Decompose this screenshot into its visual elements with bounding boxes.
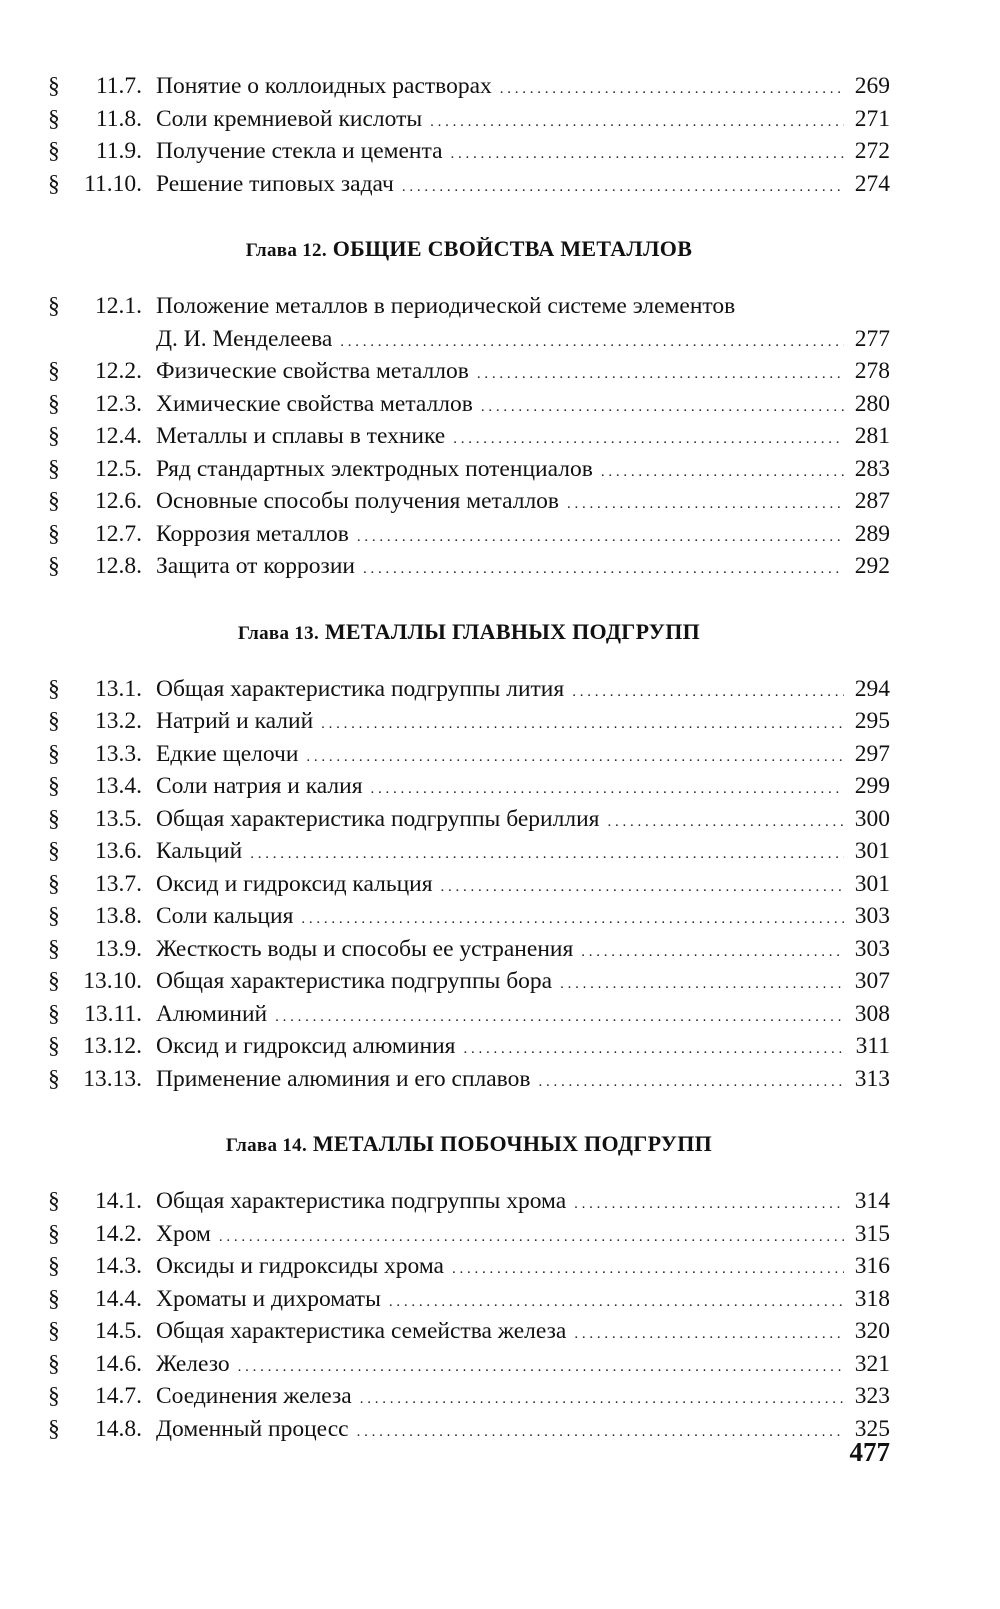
section-page: 313 [854, 1065, 890, 1092]
section-page: 300 [854, 805, 890, 832]
dot-leader [275, 998, 844, 1034]
toc-entry[interactable] [48, 900, 890, 933]
section-number: 12.4. [95, 423, 142, 449]
section-sign: § [48, 390, 60, 417]
dot-leader [451, 135, 845, 171]
toc-entry[interactable] [48, 453, 890, 486]
section-sign: § [48, 358, 60, 384]
section-sign: § [48, 675, 60, 702]
section-page: 323 [854, 1383, 890, 1409]
dot-leader [321, 705, 844, 741]
dot-leader [357, 1413, 844, 1449]
section-number: 14.3. [95, 1253, 142, 1279]
toc-entry[interactable] [48, 705, 890, 738]
section-number: 14.6. [95, 1350, 142, 1377]
toc-entry[interactable] [48, 1030, 890, 1063]
toc-entry-continuation[interactable] [48, 323, 890, 356]
section-title: Общая характеристика подгруппы бора [156, 968, 553, 994]
section-number: 14.8. [95, 1415, 142, 1442]
section-sign: § [48, 1415, 60, 1442]
section-sign: § [48, 138, 60, 164]
section-page: 321 [854, 1350, 890, 1377]
toc-entry[interactable] [48, 103, 890, 136]
chapter-title: МЕТАЛЛЫ ПОБОЧНЫХ ПОДГРУПП [312, 1131, 713, 1156]
section-sign: § [48, 423, 60, 449]
toc-entry[interactable] [48, 933, 890, 966]
section-page: 287 [854, 488, 890, 514]
section-sign: § [48, 838, 60, 864]
section-title: Соли кальция [156, 903, 294, 929]
section-number: 14.5. [95, 1318, 142, 1344]
section-number: 11.10. [84, 170, 142, 197]
section-number: 13.6. [95, 838, 142, 864]
section-page: 292 [854, 553, 890, 579]
section-title: Получение стекла и цемента [156, 138, 443, 164]
section-number: 14.1. [95, 1188, 142, 1214]
chapter-heading [48, 230, 890, 268]
section-number: 12.7. [95, 520, 142, 547]
toc-entry[interactable] [48, 168, 890, 201]
page-number: 477 [849, 1437, 890, 1467]
section-sign: § [48, 293, 60, 319]
section-title: Оксиды и гидроксиды хрома [156, 1253, 444, 1279]
toc-entry[interactable] [48, 290, 890, 323]
toc-entry[interactable] [48, 355, 890, 388]
section-number: 13.7. [95, 870, 142, 897]
section-title: Коррозия металлов [156, 520, 349, 547]
section-title: Соединения железа [156, 1383, 352, 1409]
toc-entry[interactable] [48, 485, 890, 518]
section-sign: § [48, 968, 60, 994]
dot-leader [574, 1185, 844, 1221]
chapter-title: МЕТАЛЛЫ ГЛАВНЫХ ПОДГРУПП [324, 618, 701, 644]
section-number: 13.10. [83, 968, 142, 994]
dot-leader [452, 1250, 844, 1286]
section-page: 307 [854, 968, 890, 994]
section-title: Натрий и калий [156, 708, 314, 734]
dot-leader [463, 1030, 844, 1066]
section-sign: § [48, 1065, 60, 1092]
section-title: Общая характеристика подгруппы хрома [156, 1188, 567, 1214]
section-sign: § [48, 1253, 60, 1279]
section-number: 13.4. [95, 773, 142, 799]
section-sign: § [48, 1000, 60, 1027]
section-page: 299 [854, 773, 890, 799]
section-title: Оксид и гидроксид кальция [156, 870, 433, 897]
section-title: Защита от коррозии [156, 553, 355, 579]
dot-leader [481, 388, 844, 424]
section-number: 11.9. [95, 138, 142, 164]
section-page: 318 [854, 1285, 890, 1312]
section-number: 14.2. [95, 1220, 142, 1247]
toc-entry[interactable] [48, 550, 890, 583]
toc-entry[interactable] [48, 835, 890, 868]
section-page: 320 [854, 1318, 890, 1344]
section-title: Кальций [156, 838, 243, 864]
section-sign: § [48, 708, 60, 734]
dot-leader [538, 1063, 844, 1099]
toc-entry[interactable] [48, 135, 890, 168]
toc-entry[interactable] [48, 388, 890, 421]
dot-leader [357, 518, 844, 554]
dot-leader [360, 1380, 844, 1416]
chapter-heading [48, 613, 890, 651]
section-title: Соли кремниевой кислоты [156, 105, 423, 132]
toc-entry[interactable] [48, 965, 890, 998]
toc-entry[interactable] [48, 868, 890, 901]
section-page: 278 [854, 358, 890, 384]
section-sign: § [48, 773, 60, 799]
section-sign: § [48, 1188, 60, 1214]
section-number: 13.11. [84, 1000, 142, 1027]
section-title: Металлы и сплавы в технике [156, 423, 446, 449]
section-title: Физические свойства металлов [156, 358, 469, 384]
dot-leader [560, 965, 844, 1001]
section-number: 12.6. [95, 488, 142, 514]
dot-leader [371, 770, 844, 806]
section-page: 277 [854, 325, 890, 352]
toc-entry[interactable] [48, 1348, 890, 1381]
toc-entry[interactable] [48, 1315, 890, 1348]
section-sign: § [48, 1383, 60, 1409]
section-title: Соли натрия и калия [156, 773, 363, 799]
toc-entry[interactable] [48, 673, 890, 706]
section-title: Хром [156, 1220, 211, 1247]
section-page: 295 [854, 708, 890, 734]
section-page: 315 [854, 1220, 890, 1247]
section-title: Жесткость воды и способы ее устранения [156, 935, 574, 962]
section-title-continuation: Д. И. Менделеева [156, 325, 333, 352]
section-number: 13.9. [95, 935, 142, 962]
section-title: Понятие о коллоидных растворах [156, 73, 492, 99]
section-page: 325 [854, 1415, 890, 1442]
dot-leader [574, 1315, 844, 1351]
section-number: 13.3. [95, 740, 142, 767]
section-sign: § [48, 1350, 60, 1377]
toc-entry[interactable] [48, 770, 890, 803]
dot-leader [389, 1283, 844, 1319]
section-number: 12.2. [95, 358, 142, 384]
section-title: Применение алюминия и его сплавов [156, 1065, 531, 1092]
section-number: 12.1. [95, 293, 142, 319]
chapter-number: Глава 14. [225, 1135, 307, 1156]
section-number: 11.8. [95, 105, 142, 132]
section-page: 280 [854, 390, 890, 417]
section-title: Ряд стандартных электродных потенциалов [156, 455, 593, 482]
dot-leader [250, 835, 844, 871]
section-sign: § [48, 1318, 60, 1344]
dot-leader [607, 803, 844, 839]
section-title: Хроматы и дихроматы [156, 1285, 381, 1312]
dot-leader [500, 70, 844, 106]
section-sign: § [48, 520, 60, 547]
section-number: 12.5. [95, 455, 142, 482]
toc-entry[interactable] [48, 1218, 890, 1251]
chapter-number: Глава 12. [245, 240, 327, 261]
section-title: Решение типовых задач [156, 170, 394, 197]
section-sign: § [48, 1220, 60, 1247]
section-number: 13.2. [95, 708, 142, 734]
section-page: 311 [855, 1033, 890, 1059]
dot-leader [572, 673, 844, 709]
toc-entry[interactable] [48, 1380, 890, 1413]
section-title: Основные способы получения металлов [156, 488, 560, 514]
section-sign: § [48, 740, 60, 767]
toc-entry[interactable] [48, 1185, 890, 1218]
section-page: 274 [854, 170, 890, 197]
dot-leader [219, 1218, 844, 1254]
dot-leader [567, 485, 844, 521]
section-page: 303 [854, 935, 890, 962]
toc-entry[interactable] [48, 1250, 890, 1283]
section-sign: § [48, 553, 60, 579]
section-page: 269 [854, 73, 890, 99]
dot-leader [238, 1348, 844, 1384]
section-sign: § [48, 903, 60, 929]
section-sign: § [48, 170, 60, 197]
section-page: 281 [854, 423, 890, 449]
section-page: 272 [854, 138, 890, 164]
section-number: 13.1. [95, 675, 142, 702]
section-page: 316 [854, 1253, 890, 1279]
toc-entry[interactable] [48, 738, 890, 771]
section-page: 301 [854, 838, 890, 864]
toc-entry[interactable] [48, 1413, 890, 1446]
section-title: Едкие щелочи [156, 740, 299, 767]
section-title: Общая характеристика подгруппы лития [156, 675, 565, 702]
section-sign: § [48, 105, 60, 132]
section-title: Алюминий [156, 1000, 268, 1027]
section-sign: § [48, 1285, 60, 1312]
toc-entry[interactable] [48, 1063, 890, 1096]
section-number: 14.4. [95, 1285, 142, 1312]
section-page: 283 [854, 455, 890, 482]
section-page: 289 [854, 520, 890, 547]
section-title: Доменный процесс [156, 1415, 349, 1442]
chapter-number: Глава 13. [237, 622, 319, 644]
section-page: 301 [854, 870, 890, 897]
dot-leader [477, 355, 844, 391]
section-title: Оксид и гидроксид алюминия [156, 1033, 456, 1059]
section-number: 13.13. [83, 1065, 142, 1092]
dot-leader [441, 868, 844, 904]
toc-entry[interactable] [48, 998, 890, 1031]
section-page: 271 [854, 105, 890, 132]
section-title: Положение металлов в периодической системе элементов [156, 293, 736, 319]
toc-entry[interactable] [48, 70, 890, 103]
toc-entry[interactable] [48, 1283, 890, 1316]
dot-leader [601, 453, 844, 489]
section-sign: § [48, 805, 60, 832]
chapter-title: ОБЩИЕ СВОЙСТВА МЕТАЛЛОВ [332, 236, 693, 261]
dot-leader [301, 900, 844, 936]
section-number: 13.8. [95, 903, 142, 929]
dot-leader [581, 933, 844, 969]
dot-leader [453, 420, 844, 456]
section-number: 11.7. [95, 73, 142, 99]
section-page: 314 [854, 1188, 890, 1214]
table-of-contents [48, 70, 890, 1445]
section-number: 13.12. [83, 1033, 142, 1059]
section-sign: § [48, 73, 60, 99]
section-number: 12.8. [95, 553, 142, 579]
dot-leader [306, 738, 844, 774]
section-number: 14.7. [95, 1383, 142, 1409]
section-sign: § [48, 870, 60, 897]
dot-leader [340, 323, 844, 359]
section-sign: § [48, 455, 60, 482]
section-title: Общая характеристика семейства железа [156, 1318, 567, 1344]
section-page: 303 [854, 903, 890, 929]
toc-entry[interactable] [48, 803, 890, 836]
section-title: Химические свойства металлов [156, 390, 473, 417]
dot-leader [430, 103, 844, 139]
section-title: Железо [156, 1350, 230, 1377]
chapter-heading [48, 1125, 890, 1163]
section-number: 12.3. [95, 390, 142, 417]
section-page: 308 [854, 1000, 890, 1027]
toc-entry[interactable] [48, 420, 890, 453]
section-number: 13.5. [95, 805, 142, 832]
section-page: 297 [854, 740, 890, 767]
toc-entry[interactable] [48, 518, 890, 551]
dot-leader [363, 550, 844, 586]
section-sign: § [48, 488, 60, 514]
section-sign: § [48, 1033, 60, 1059]
section-sign: § [48, 935, 60, 962]
section-title: Общая характеристика подгруппы бериллия [156, 805, 600, 832]
dot-leader [402, 168, 844, 204]
section-page: 294 [854, 675, 890, 702]
